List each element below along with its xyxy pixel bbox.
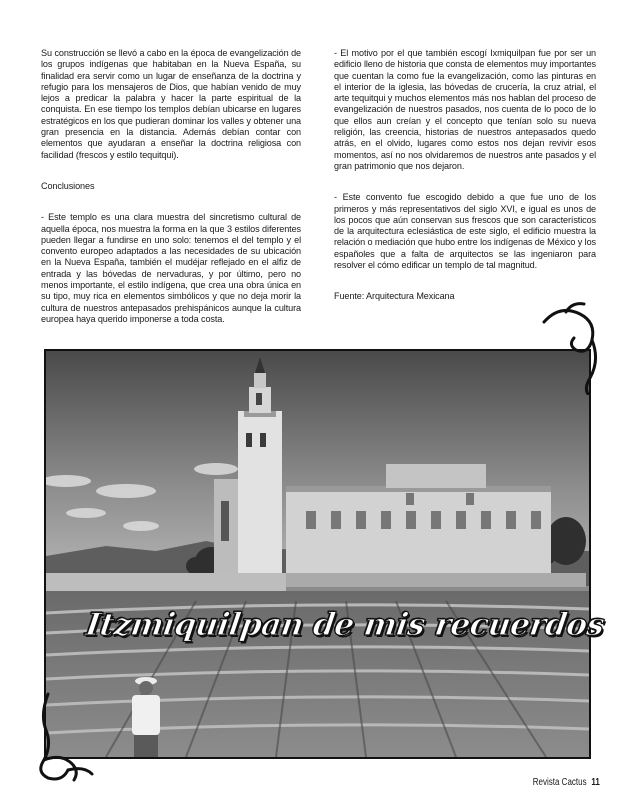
- magazine-name: Revista Cactus: [532, 777, 587, 788]
- conclusions-heading: Conclusiones: [41, 180, 95, 191]
- right-column: [334, 48, 596, 303]
- page-footer: [533, 777, 600, 788]
- bottom-left-flourish-icon: [30, 690, 100, 785]
- page-number: 11: [591, 777, 600, 788]
- left-column: [41, 48, 301, 345]
- image-title: Itzmiquilpan de mis recuerdos: [83, 607, 607, 643]
- intro-paragraph: Su construcción se llevó a cabo en la época de evangelización de los grupos indígenas que habitaban en la Nueva España, su finalidad era servir como un lugar de enseñanza de la doctrina y refugio para los mensajeros de Dios, que habían venido de muy lejos a predicar la palabra y hacer la parte espiritual de la conquista. En ese tiempo los templos debían ubicarse en lugares estratégicos en los que pudieran dominar los valles y obtener una gran presencia en la distancia. Además debían contar con elementos que ayudaran a enseñar la doctrina religiosa con facilidad (frescos y estilo tequitqui).: [41, 48, 301, 160]
- conclusion-paragraph-2: - El motivo por el que también escogí Ixmiquilpan fue por ser un edificio lleno de historia que consta de elementos muy importantes que cuentan la como fue la evangelización, como las pinturas en el interior de la iglesia, las bóvedas de crucería, la cruz atrial, el arte tequitqui y muchos elementos más nos hablan del proceso de evangelización de nuestros pasados, nos cuenta de lo poco de lo que ellos aun creían y el concepto que tenían solo su nueva religión, las creencia, historias de nuestros antepasados quedo atrás, en el olvido, lugares como estos nos dejan revivir esos momentos, así no nos olvidaremos de nuestros ante pasados y el gran patrimonio que nos dejaron.: [334, 48, 596, 171]
- top-right-flourish-icon: [540, 300, 610, 395]
- conclusion-paragraph-3: - Este convento fue escogido debido a que fue uno de los primeros y más representativos del siglo XVI, e igual es unos de los pocos que aún conservan sus frescos que son característicos de la arquitectura eclesiástica de este siglo, el edificio muestra la relación o mediación que hubo entre los indígenas de México y los españoles que a falta de arquitectos se las ingeniaron para resolver el cómo edificar un templo de tal magnitud.: [334, 192, 596, 271]
- source-line: Fuente: Arquitectura Mexicana: [334, 291, 455, 302]
- conclusion-paragraph-1: - Este templo es una clara muestra del sincretismo cultural de aquella época, nos muestra la forma en la que 3 estilos diferentes pueden llegar a fundirse en uno solo: tenemos el del templo y el convento europeo adaptados a las necesidades de su ubicación en la Nueva España, también el mudéjar reflejado en el alfiz de entrada y las bóvedas de nervaduras, y por último, pero no menos importante, el estilo indígena, que crea una obra única en su tipo, muy rica en elementos simbólicos y que no deja morir la cultura de nuestros antepasados prehispánicos aunque la cultura europea haya querido imponerse a toda costa.: [41, 212, 301, 324]
- photo-frame: [44, 349, 607, 759]
- convent-photo: [46, 351, 607, 757]
